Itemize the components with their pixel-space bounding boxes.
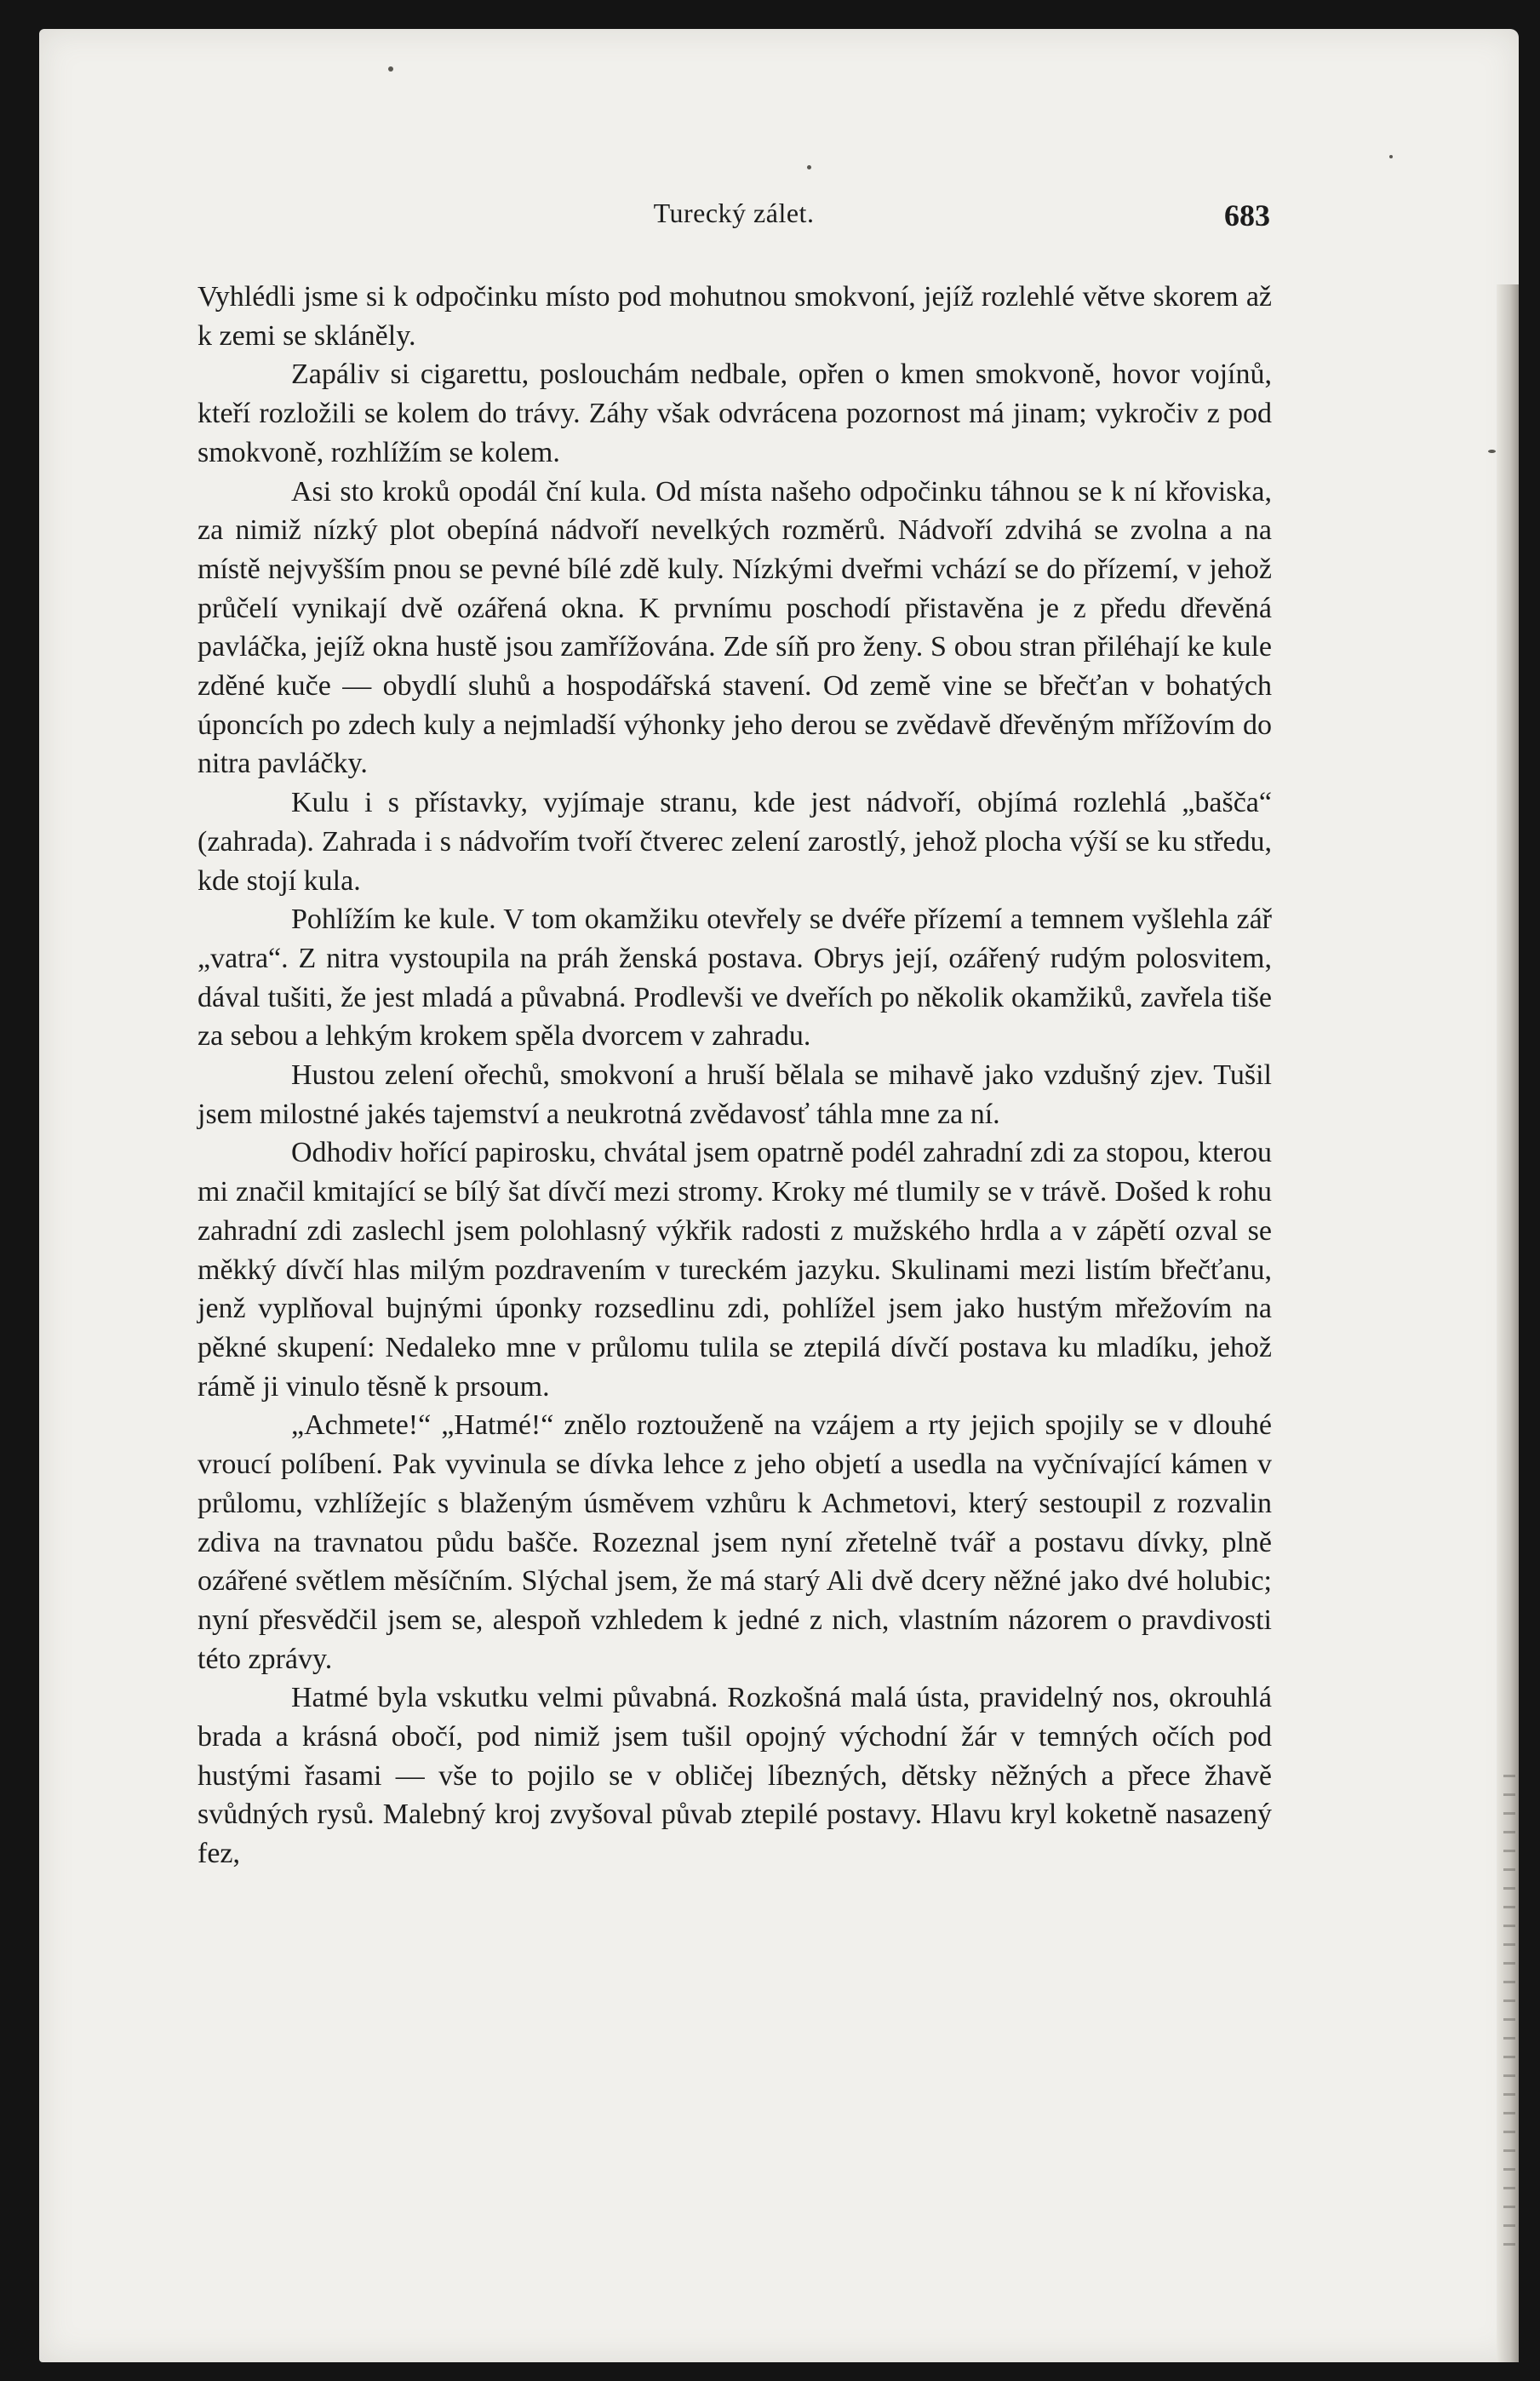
paragraph: Asi sto kroků opodál ční kula. Od místa našeho odpočinku táhnou se k ní křoviska, za nimiž nízký plot obepíná nádvoří nevelkých rozměrů. Nádvoří zdvihá se zvolna a na místě nejvyšším pnou se pevné bílé zdě kuly. Nízkými dveřmi vchází se do přízemí, v jehož průčelí vynikají dvě ozářená okna. K prvnímu poschodí přistavěna je z předu dřevěná pavláčka, jejíž okna hustě jsou zamřížována. Zde síň pro ženy. S obou stran přiléhají ke kule zděné kuče — obydlí sluhů a hospodářská stavení. Od země vine se břečťan v bohatých úponcích po zdech kuly a nejmladší výhonky jeho derou se zvědavě dřevěným mřížovím do nitra pavláčky. (198, 475, 1272, 780)
paper-speck (1389, 155, 1393, 158)
paragraph: Hatmé byla vskutku velmi půvabná. Rozkošná malá ústa, pravidelný nos, okrouhlá brada a krásná obočí, pod nimiž jsem tušil opojný východní žár v temných očích pod hustými řasami — vše to pojilo se v obličej líbezných, dětsky něžných a přece žhavě svůdných rysů. Malebný kroj zvyšoval půvab ztepilé postavy. Hlavu kryl koketně nasazený fez, (198, 1682, 1272, 1870)
body-text (198, 278, 1272, 1873)
paragraph: Vyhlédli jsme si k odpočinku místo pod mohutnou smokvoní, jejíž rozlehlé větve skorem až k zemi se skláněly. (198, 281, 1272, 352)
paragraph: Pohlížím ke kule. V tom okamžiku otevřely se dvéře přízemí a temnem vyšlehla zář „vatra“. Z nitra vystoupila na práh ženská postava. Obrys její, ozářený rudým polosvitem, dával tušiti, že jest mladá a půvabná. Prodlevši ve dveřích po několik okamžiků, zavřela tiše za sebou a lehkým krokem spěla dvorcem v zahradu. (198, 904, 1272, 1053)
paragraph: „Achmete!“ „Hatmé!“ znělo roztouženě na vzájem a rty jejich spojily se v dlouhé vroucí políbení. Pak vyvinula se dívka lehce z jeho objetí a usedla na vyčnívající kámen v průlomu, vzhlížejíc s blaženým úsměvem vzhůru k Achmetovi, který sestoupil z rozvalin zdiva na travnatou půdu bašče. Rozeznal jsem nyní zřetelně tvář a postavu dívky, plně ozářené světlem měsíčním. Slýchal jsem, že má starý Ali dvě dcery něžné jako dvé holubic; nyní přesvědčil jsem se, alespoň vzhledem k jedné z nich, vlastním názorem o pravdivosti této zprávy. (198, 1409, 1272, 1675)
paragraph: Odhodiv hořící papirosku, chvátal jsem opatrně podél zahradní zdi za stopou, kterou mi značil kmitající se bílý šat dívčí mezi stromy. Kroky mé tlumily se v trávě. Došed k rohu zahradní zdi zaslechl jsem polohlasný výkřik radosti z mužského hrdla a v zápětí ozval se měkký dívčí hlas milým pozdravením v tureckém jazyku. Skulinami mezi listím břečťanu, jenž vyplňoval bujnými úponky rozsedlinu zdi, pohlížel jsem jako hustým mřežovím na pěkné skupení: Nedaleko mne v průlomu tulila se ztepilá dívčí postava ku mladíku, jehož rámě ji vinulo těsně k prsoum. (198, 1137, 1272, 1403)
running-head: Turecký zálet. (653, 198, 815, 228)
paragraph: Hustou zelení ořechů, smokvoní a hruší bělala se mihavě jako vzdušný zjev. Tušil jsem milostné jakés tajemství a neukrotná zvědavosť táhla mne za ní. (198, 1059, 1272, 1130)
paper-speck (807, 165, 811, 169)
page-number: 683 (1224, 198, 1270, 232)
page-header (198, 198, 1270, 249)
paper-speck (388, 66, 393, 72)
paragraph: Zapáliv si cigarettu, poslouchám nedbale, opřen o kmen smokvoně, hovor vojínů, kteří rozložili se kolem do trávy. Záhy však odvrácena pozornost má jinam; vykročiv z pod smokvoně, rozhlížím se kolem. (198, 359, 1272, 468)
edge-marks (1503, 1775, 1515, 2252)
paragraph: Kulu i s přístavky, vyjímaje stranu, kde jest nádvoří, objímá rozlehlá „bašča“ (zahrada). Zahrada i s nádvořím tvoří čtverec zelení zarostlý, jehož plocha výší se ku středu, kde stojí kula. (198, 787, 1272, 897)
paper-speck (1488, 450, 1496, 453)
